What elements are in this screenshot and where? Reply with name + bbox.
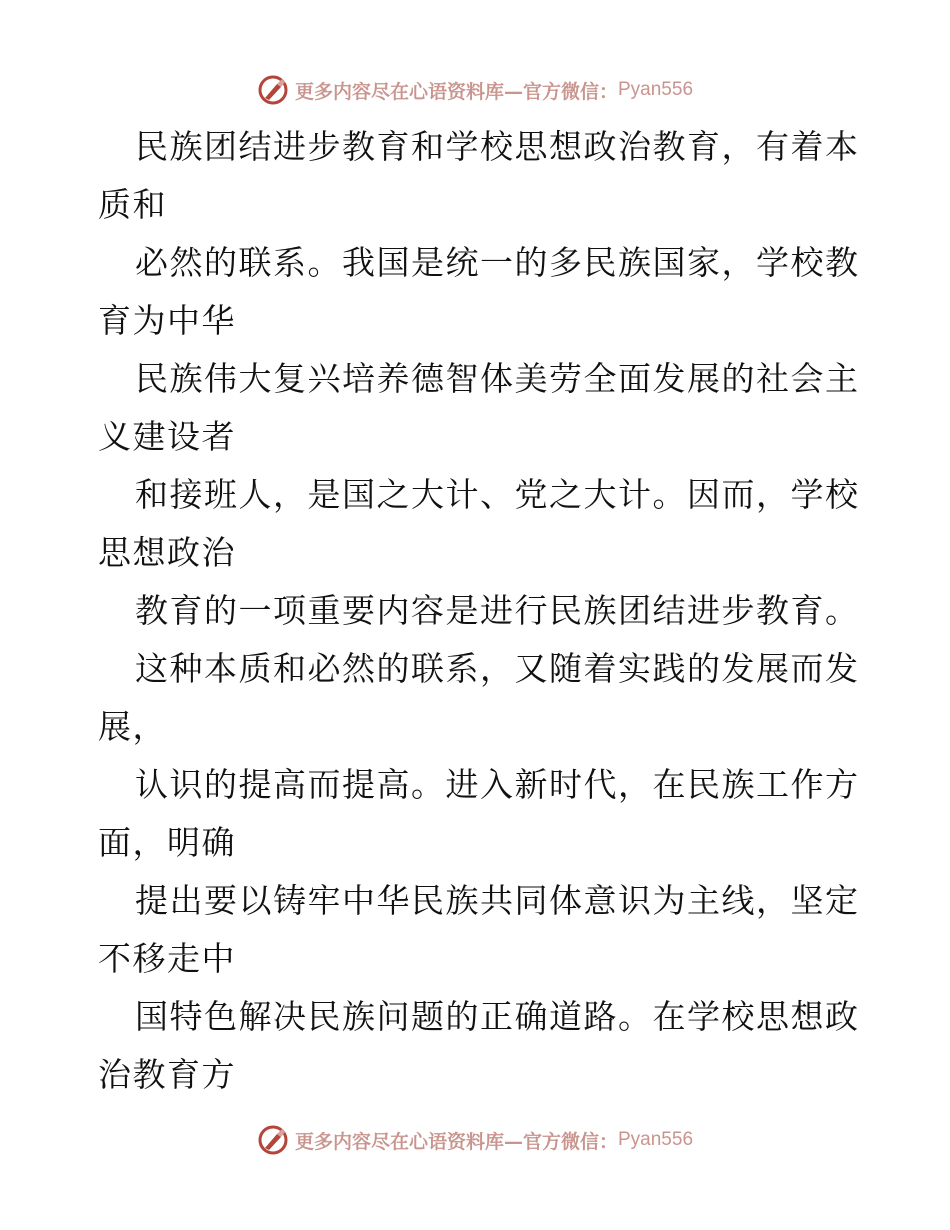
text-line: 民族团结进步教育和学校思想政治教育，有着本 — [135, 127, 860, 166]
text-line: 思想政治 — [98, 533, 236, 572]
text-line: 义建设者 — [98, 417, 236, 456]
paragraph-8 — [98, 872, 858, 988]
watermark-text: 更多内容尽在心语资料库—官方微信： — [294, 1130, 618, 1153]
text-line: 和接班人，是国之大计、党之大计。因而，学校 — [135, 475, 860, 514]
paragraph-6 — [98, 640, 858, 756]
paragraph-5 — [98, 582, 858, 640]
text-line: 育为中华 — [98, 301, 236, 340]
text-line: 提出要以铸牢中华民族共同体意识为主线，坚定 — [135, 881, 860, 920]
pen-logo-icon — [257, 74, 289, 106]
paragraph-1 — [98, 118, 858, 234]
watermark-text: 更多内容尽在心语资料库—官方微信： — [294, 80, 618, 103]
text-line: 质和 — [98, 185, 167, 224]
text-line: 必然的联系。我国是统一的多民族国家，学校教 — [135, 243, 860, 282]
pen-logo-icon — [257, 1124, 289, 1156]
watermark-id: Pyan556 — [618, 1129, 694, 1150]
document-body — [98, 118, 858, 1104]
watermark-id: Pyan556 — [618, 79, 694, 100]
paragraph-7 — [98, 756, 858, 872]
paragraph-9 — [98, 988, 858, 1104]
text-line: 面，明确 — [98, 823, 236, 862]
text-line: 认识的提高而提高。进入新时代，在民族工作方 — [135, 765, 860, 804]
paragraph-4 — [98, 466, 858, 582]
paragraph-3 — [98, 350, 858, 466]
text-line: 这种本质和必然的联系，又随着实践的发展而发 — [135, 649, 860, 688]
text-line: 治教育方 — [98, 1055, 236, 1094]
text-line: 教育的一项重要内容是进行民族团结进步教育。 — [135, 591, 860, 630]
text-line: 民族伟大复兴培养德智体美劳全面发展的社会主 — [135, 359, 860, 398]
paragraph-2 — [98, 234, 858, 350]
text-line: 国特色解决民族问题的正确道路。在学校思想政 — [135, 997, 860, 1036]
text-line: 展， — [98, 707, 167, 746]
text-line: 不移走中 — [98, 939, 236, 978]
footer-watermark — [0, 1120, 950, 1160]
header-watermark — [0, 70, 950, 110]
